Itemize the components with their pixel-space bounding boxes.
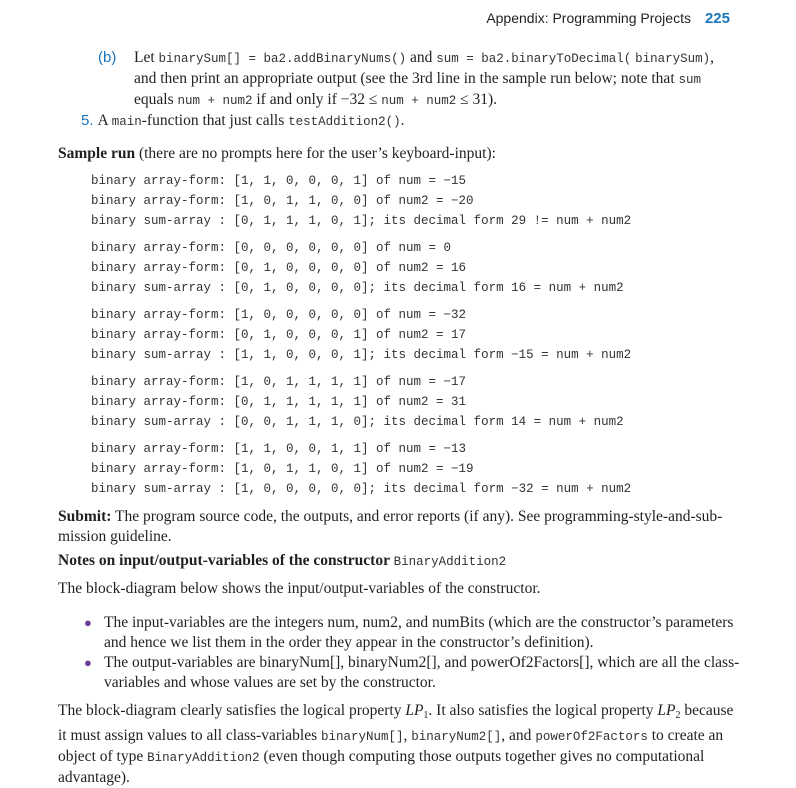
output-line: binary array-form: [0, 0, 0, 0, 0, 0] of num = 0 — [91, 241, 452, 255]
output-line: binary array-form: [1, 0, 0, 0, 0, 0] of num = −32 — [91, 308, 467, 322]
closing-paragraph: The block-diagram clearly satisfies the logical property $LP_1$. It also satisfies the logical property $LP_2$ because it must assign values to all class-variables binaryNum[], binaryNum2[], and powerOf2Factors to create an object of type BinaryAddition2 (even though computing those outputs together gives no computational advantage). — [58, 702, 734, 786]
output-line: binary array-form: [1, 0, 1, 1, 1, 1] of num = −17 — [91, 375, 467, 389]
output-line: binary sum-array : [0, 1, 1, 1, 0, 1]; its decimal form 29 != num + num2 — [91, 214, 632, 228]
list-item-b — [98, 48, 738, 111]
bullet-list — [84, 613, 744, 693]
item-label: (b) — [98, 49, 117, 66]
notes-heading: Notes on input/output-variables of the constructor BinaryAddition2 — [58, 552, 507, 569]
bullet-icon: ● — [84, 655, 92, 670]
block-intro: The block-diagram below shows the input/output-variables of the constructor. — [58, 580, 541, 597]
output-line: binary array-form: [1, 0, 1, 1, 0, 0] of num2 = −20 — [91, 194, 474, 208]
output-line: binary array-form: [0, 1, 1, 1, 1, 1] of num2 = 31 — [91, 395, 467, 409]
item-label: 5. — [81, 112, 94, 129]
submit-paragraph: Submit: The program source code, the outputs, and error reports (if any). See programming-style-and-sub-mission guideline. — [58, 508, 723, 545]
sample-run-group — [91, 372, 624, 432]
output-line: binary sum-array : [1, 1, 0, 0, 0, 1]; its decimal form −15 = num + num2 — [91, 348, 632, 362]
sample-run-group — [91, 238, 624, 298]
bullet-item: ● The output-variables are binaryNum[], binaryNum2[], and powerOf2Factors[], which are all the class-variables and whose values are set by the constructor. — [84, 654, 740, 691]
output-line: binary sum-array : [0, 0, 1, 1, 1, 0]; its decimal form 14 = num + num2 — [91, 415, 624, 429]
sample-run-group — [91, 439, 631, 499]
output-line: binary array-form: [1, 1, 0, 0, 1, 1] of num = −13 — [91, 442, 467, 456]
item-text: Let binarySum[] = ba2.addBinaryNums() and sum = ba2.binaryToDecimal( binarySum), and then print an appropriate output (see the 3rd line in the sample run below; note that sum equals num + num2 if and only if −32 ≤ num + num2 ≤ 31). — [134, 49, 715, 108]
sample-run-heading: Sample run (there are no prompts here for the user’s keyboard-input): — [58, 145, 496, 162]
output-line: binary sum-array : [1, 0, 0, 0, 0, 0]; its decimal form −32 = num + num2 — [91, 482, 632, 496]
running-head — [486, 10, 730, 27]
output-line: binary array-form: [0, 1, 0, 0, 0, 1] of num2 = 17 — [91, 328, 467, 342]
output-line: binary array-form: [1, 0, 1, 1, 0, 1] of num2 = −19 — [91, 462, 474, 476]
section-title: Appendix: Programming Projects — [486, 10, 691, 26]
output-line: binary sum-array : [0, 1, 0, 0, 0, 0]; its decimal form 16 = num + num2 — [91, 281, 624, 295]
output-line: binary array-form: [0, 1, 0, 0, 0, 0] of num2 = 16 — [91, 261, 467, 275]
bullet-item: ● The input-variables are the integers num, num2, and numBits (which are the constructor’s parameters and hence we list them in the order they appear in the constructor’s definition). — [84, 614, 734, 651]
page-number: 225 — [704, 10, 730, 27]
bullet-icon: ● — [84, 615, 92, 630]
output-line: binary array-form: [1, 1, 0, 0, 0, 1] of num = −15 — [91, 174, 467, 188]
list-item-5: 5. A main-function that just calls testAddition2(). — [81, 112, 405, 129]
sample-run-group — [91, 305, 631, 365]
sample-run-group — [91, 171, 631, 231]
